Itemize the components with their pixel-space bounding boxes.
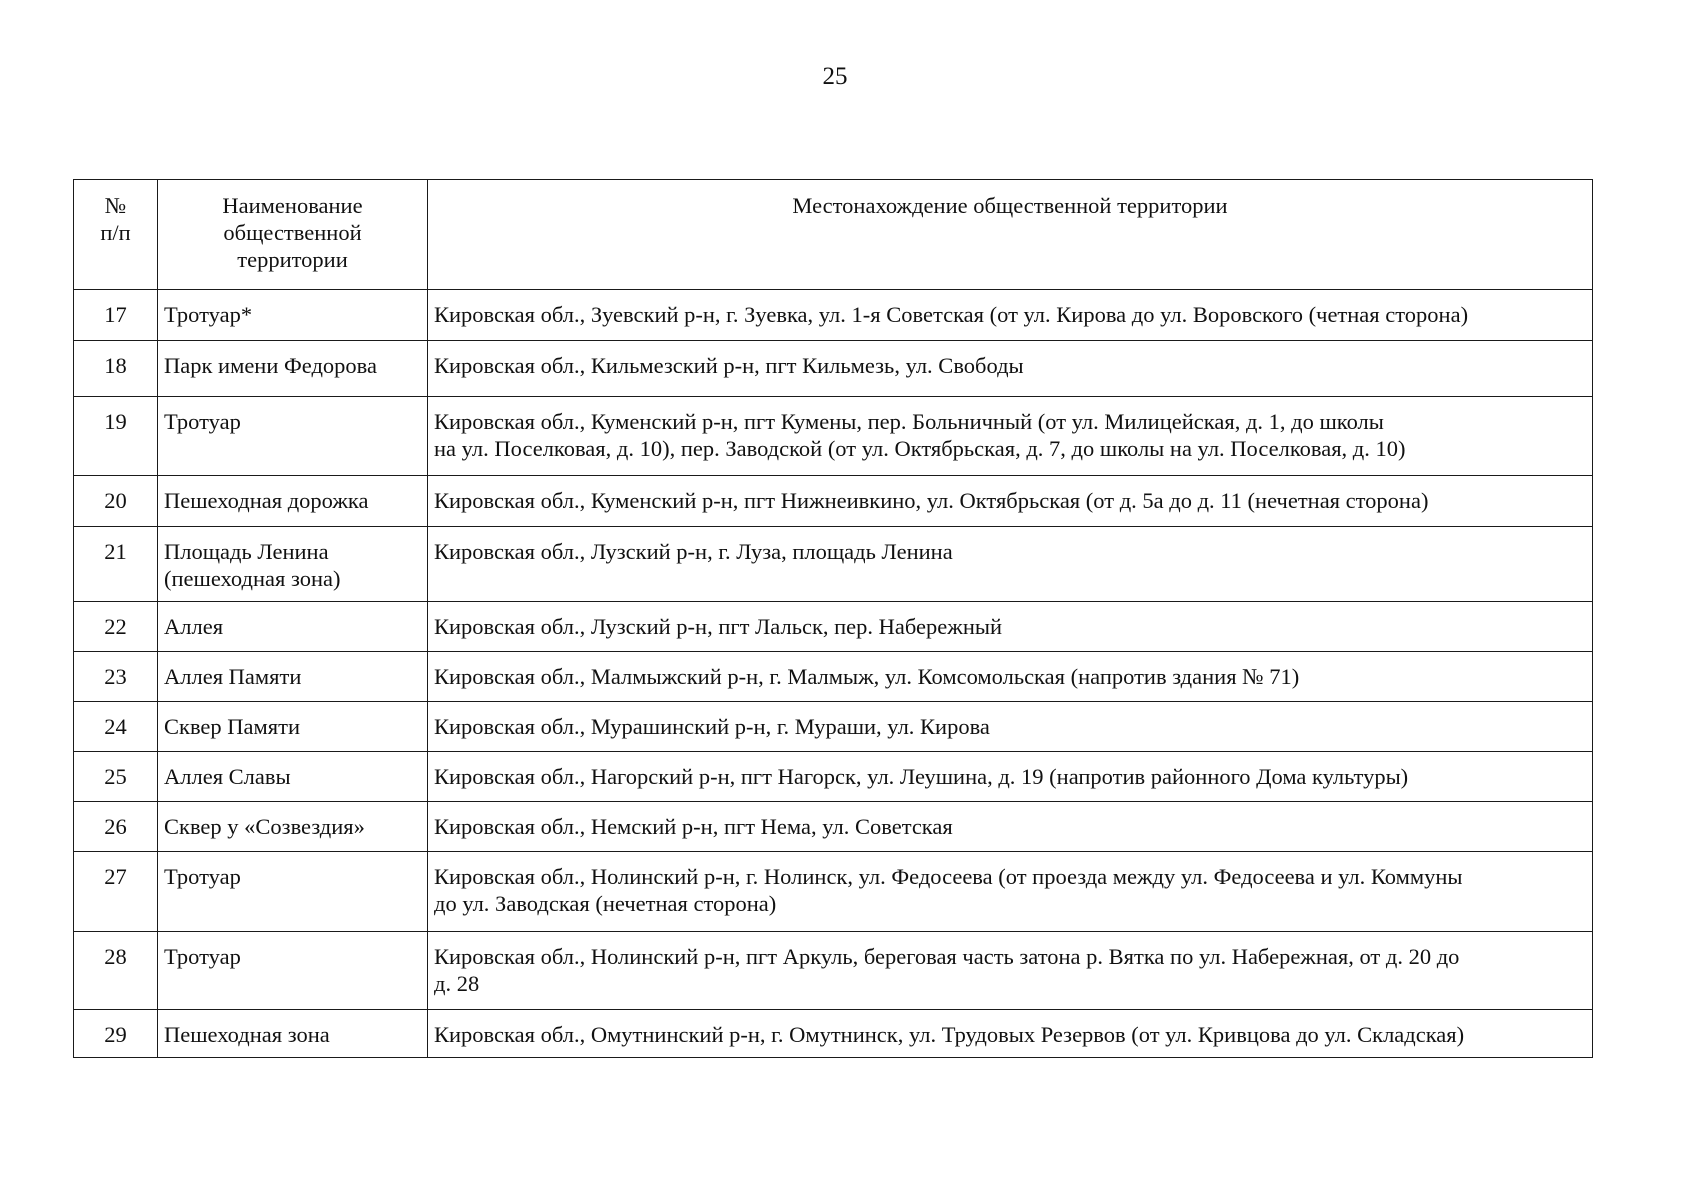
row-number: 26	[74, 802, 158, 852]
table-header-row	[74, 180, 1593, 290]
row-territory-name: Пешеходная дорожка	[158, 476, 428, 527]
row-territory-name: Парк имени Федорова	[158, 341, 428, 397]
row-number: 25	[74, 752, 158, 802]
header-territory-location: Местонахождение общественной территории	[428, 180, 1593, 290]
row-number: 27	[74, 852, 158, 932]
row-number: 22	[74, 602, 158, 652]
row-territory-name: Аллея	[158, 602, 428, 652]
table-row	[74, 476, 1593, 527]
row-territory-name: Тротуар	[158, 932, 428, 1010]
row-territory-name: Пешеходная зона	[158, 1010, 428, 1058]
row-territory-location: Кировская обл., Малмыжский р-н, г. Малмыж, ул. Комсомольская (напротив здания № 71)	[428, 652, 1593, 702]
row-territory-name: Тротуар*	[158, 290, 428, 341]
row-territory-name: Тротуар	[158, 852, 428, 932]
row-territory-name: Площадь Ленина (пешеходная зона)	[158, 527, 428, 602]
row-territory-location: Кировская обл., Кильмезский р-н, пгт Кильмезь, ул. Свободы	[428, 341, 1593, 397]
row-territory-location: Кировская обл., Нолинский р-н, г. Нолинск, ул. Федосеева (от проезда между ул. Федосеева и ул. Коммуны до ул. Заводская (нечетная сторона)	[428, 852, 1593, 932]
table-row	[74, 602, 1593, 652]
table-row	[74, 527, 1593, 602]
row-territory-location: Кировская обл., Зуевский р-н, г. Зуевка, ул. 1-я Советская (от ул. Кирова до ул. Воровского (четная сторона)	[428, 290, 1593, 341]
row-territory-location: Кировская обл., Нолинский р-н, пгт Аркуль, береговая часть затона р. Вятка по ул. Набережная, от д. 20 до д. 28	[428, 932, 1593, 1010]
row-territory-name: Аллея Славы	[158, 752, 428, 802]
table-row	[74, 802, 1593, 852]
territories-table	[73, 179, 1593, 1058]
row-territory-location: Кировская обл., Лузский р-н, г. Луза, площадь Ленина	[428, 527, 1593, 602]
row-territory-name: Сквер Памяти	[158, 702, 428, 752]
table-row	[74, 652, 1593, 702]
row-number: 17	[74, 290, 158, 341]
table-row	[74, 702, 1593, 752]
row-number: 28	[74, 932, 158, 1010]
table-row	[74, 852, 1593, 932]
row-number: 19	[74, 397, 158, 476]
row-number: 24	[74, 702, 158, 752]
row-territory-name: Тротуар	[158, 397, 428, 476]
page-number: 25	[822, 63, 848, 90]
row-number: 23	[74, 652, 158, 702]
row-territory-location: Кировская обл., Мурашинский р-н, г. Мураши, ул. Кирова	[428, 702, 1593, 752]
row-territory-location: Кировская обл., Омутнинский р-н, г. Омутнинск, ул. Трудовых Резервов (от ул. Кривцова до ул. Складская)	[428, 1010, 1593, 1058]
row-territory-name: Сквер у «Созвездия»	[158, 802, 428, 852]
table-row	[74, 1010, 1593, 1058]
table-row	[74, 932, 1593, 1010]
row-number: 21	[74, 527, 158, 602]
row-territory-location: Кировская обл., Куменский р-н, пгт Кумены, пер. Больничный (от ул. Милицейская, д. 1, до школы на ул. Поселковая, д. 10), пер. Заводской (от ул. Октябрьская, д. 7, до школы на ул. Поселковая, д. 10)	[428, 397, 1593, 476]
row-territory-location: Кировская обл., Нагорский р-н, пгт Нагорск, ул. Леушина, д. 19 (напротив районного Дома культуры)	[428, 752, 1593, 802]
table-row	[74, 397, 1593, 476]
table-row	[74, 290, 1593, 341]
row-territory-location: Кировская обл., Куменский р-н, пгт Нижнеивкино, ул. Октябрьская (от д. 5а до д. 11 (нечетная сторона)	[428, 476, 1593, 527]
row-number: 20	[74, 476, 158, 527]
row-number: 29	[74, 1010, 158, 1058]
header-number: № п/п	[74, 180, 158, 290]
row-territory-location: Кировская обл., Лузский р-н, пгт Лальск, пер. Набережный	[428, 602, 1593, 652]
header-territory-name: Наименование общественной территории	[158, 180, 428, 290]
row-number: 18	[74, 341, 158, 397]
row-territory-location: Кировская обл., Немский р-н, пгт Нема, ул. Советская	[428, 802, 1593, 852]
table-row	[74, 341, 1593, 397]
table-row	[74, 752, 1593, 802]
row-territory-name: Аллея Памяти	[158, 652, 428, 702]
